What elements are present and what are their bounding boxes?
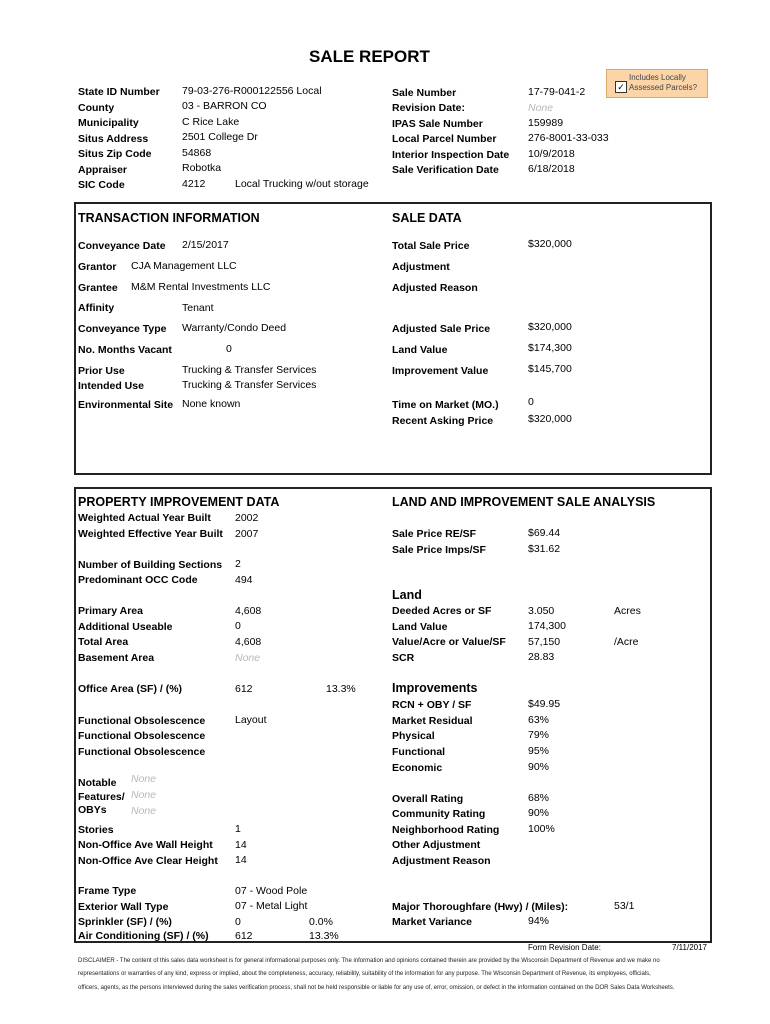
analysis-land-value-label: Land Value: [392, 621, 448, 633]
weighted-actual-value: 2002: [235, 512, 259, 524]
checkbox-label: Includes Locally Assessed Parcels?: [629, 73, 698, 92]
market-variance-value: 94%: [528, 915, 550, 927]
major-thoroughfare-value: 53/1: [614, 900, 635, 912]
page-title: SALE REPORT: [309, 47, 430, 66]
deeded-acres-unit: Acres: [614, 605, 641, 617]
neighborhood-rating-value: 100%: [528, 823, 555, 835]
office-area-pct: 13.3%: [326, 683, 356, 695]
land-value-value: $174,300: [528, 342, 572, 354]
conveyance-date-label: Conveyance Date: [78, 240, 166, 252]
other-adjustment-label: Other Adjustment: [392, 839, 481, 851]
adjustment-reason-label: Adjustment Reason: [392, 855, 491, 867]
features-label: Features/: [78, 791, 125, 803]
functional-obsolescence-1-label: Functional Obsolescence: [78, 715, 206, 727]
weighted-effective-label: Weighted Effective Year Built: [78, 528, 223, 540]
clear-height-value: 14: [235, 854, 247, 866]
sprinkler-pct: 0.0%: [309, 916, 333, 928]
physical-label: Physical: [392, 730, 435, 742]
improvement-value-label: Improvement Value: [392, 365, 489, 377]
interior-inspection-value: 10/9/2018: [528, 148, 575, 160]
situs-address-label: Situs Address: [78, 133, 149, 145]
interior-inspection-label: Interior Inspection Date: [392, 149, 510, 161]
stories-label: Stories: [78, 824, 114, 836]
adjusted-reason-label: Adjusted Reason: [392, 282, 478, 294]
sprinkler-sf: 0: [235, 916, 241, 928]
functional-label: Functional: [392, 746, 446, 758]
occ-code-value: 494: [235, 574, 253, 586]
market-residual-label: Market Residual: [392, 715, 473, 727]
frame-type-value: 07 - Wood Pole: [235, 885, 308, 897]
adjusted-sale-price-label: Adjusted Sale Price: [392, 323, 491, 335]
analysis-heading: LAND AND IMPROVEMENT SALE ANALYSIS: [392, 495, 656, 509]
notable-label: Notable: [78, 777, 117, 789]
checkbox-check-icon[interactable]: ✓: [615, 81, 627, 93]
form-revision-label: Form Revision Date:: [528, 943, 601, 952]
adjusted-sale-price-value: $320,000: [528, 321, 572, 333]
sale-data-heading: SALE DATA: [392, 211, 462, 225]
county-label: County: [78, 102, 115, 114]
affinity-label: Affinity: [78, 302, 115, 314]
additional-useable-value: 0: [235, 620, 241, 632]
primary-area-label: Primary Area: [78, 605, 143, 617]
scr-label: SCR: [392, 652, 415, 664]
state-id-value: 79-03-276-R000122556 Local: [182, 85, 322, 97]
functional-obsolescence-3-label: Functional Obsolescence: [78, 746, 206, 758]
sic-code-value: 4212: [182, 178, 206, 190]
community-rating-value: 90%: [528, 807, 550, 819]
months-vacant-value: 0: [226, 343, 232, 355]
form-revision-date: 7/11/2017: [672, 943, 707, 952]
analysis-land-value-value: 174,300: [528, 620, 566, 632]
functional-value: 95%: [528, 745, 550, 757]
rcn-value: $49.95: [528, 698, 561, 710]
ipas-sale-number-value: 159989: [528, 117, 564, 129]
functional-obsolescence-1-value: Layout: [235, 714, 267, 726]
weighted-actual-label: Weighted Actual Year Built: [78, 512, 211, 524]
intended-use-value: Trucking & Transfer Services: [182, 379, 317, 391]
basement-area-label: Basement Area: [78, 652, 155, 664]
time-on-market-value: 0: [528, 396, 534, 408]
total-area-value: 4,608: [235, 636, 262, 648]
num-sections-label: Number of Building Sections: [78, 559, 223, 571]
sale-verification-label: Sale Verification Date: [392, 164, 499, 176]
land-subheading: Land: [392, 588, 422, 602]
sale-price-re-sf-label: Sale Price RE/SF: [392, 528, 477, 540]
physical-value: 79%: [528, 729, 550, 741]
adjustment-label: Adjustment: [392, 261, 450, 273]
community-rating-label: Community Rating: [392, 808, 486, 820]
grantee-label: Grantee: [78, 282, 118, 294]
rcn-label: RCN + OBY / SF: [392, 699, 472, 711]
sale-verification-value: 6/18/2018: [528, 163, 575, 175]
sprinkler-label: Sprinkler (SF) / (%): [78, 916, 172, 928]
environmental-site-value: None known: [182, 398, 241, 410]
frame-type-label: Frame Type: [78, 885, 137, 897]
air-conditioning-label: Air Conditioning (SF) / (%): [78, 930, 209, 942]
prior-use-label: Prior Use: [78, 365, 125, 377]
value-per-acre-value: 57,150: [528, 636, 561, 648]
grantor-label: Grantor: [78, 261, 117, 273]
functional-obsolescence-2-label: Functional Obsolescence: [78, 730, 206, 742]
market-residual-value: 63%: [528, 714, 550, 726]
situs-zip-value: 54868: [182, 147, 212, 159]
obys-value: None: [131, 805, 157, 817]
economic-label: Economic: [392, 762, 443, 774]
county-value: 03 - BARRON CO: [182, 100, 267, 112]
neighborhood-rating-label: Neighborhood Rating: [392, 824, 500, 836]
local-parcel-value: 276-8001-33-033: [528, 132, 609, 144]
sale-number-value: 17-79-041-2: [528, 86, 586, 98]
locally-assessed-checkbox[interactable]: [606, 69, 708, 98]
intended-use-label: Intended Use: [78, 380, 144, 392]
local-parcel-label: Local Parcel Number: [392, 133, 497, 145]
wall-height-label: Non-Office Ave Wall Height: [78, 839, 213, 851]
economic-value: 90%: [528, 761, 550, 773]
obys-label: OBYs: [78, 804, 107, 816]
recent-asking-label: Recent Asking Price: [392, 415, 494, 427]
stories-value: 1: [235, 823, 241, 835]
grantee-value: M&M Rental Investments LLC: [131, 281, 271, 293]
property-heading: PROPERTY IMPROVEMENT DATA: [78, 495, 280, 509]
improvement-value-value: $145,700: [528, 363, 572, 375]
num-sections-value: 2: [235, 558, 241, 570]
exterior-wall-value: 07 - Metal Light: [235, 900, 308, 912]
value-per-acre-unit: /Acre: [614, 636, 639, 648]
weighted-effective-value: 2007: [235, 528, 259, 540]
sic-code-label: SIC Code: [78, 179, 125, 191]
air-conditioning-sf: 612: [235, 930, 253, 942]
major-thoroughfare-label: Major Thoroughfare (Hwy) / (Miles):: [392, 901, 569, 913]
total-sale-price-label: Total Sale Price: [392, 240, 470, 252]
time-on-market-label: Time on Market (MO.): [392, 399, 499, 411]
occ-code-label: Predominant OCC Code: [78, 574, 198, 586]
total-area-label: Total Area: [78, 636, 129, 648]
situs-address-value: 2501 College Dr: [182, 131, 258, 143]
sale-price-re-sf-value: $69.44: [528, 527, 561, 539]
primary-area-value: 4,608: [235, 605, 262, 617]
sale-price-imps-sf-label: Sale Price Imps/SF: [392, 544, 486, 556]
market-variance-label: Market Variance: [392, 916, 472, 928]
overall-rating-value: 68%: [528, 792, 550, 804]
conveyance-date-value: 2/15/2017: [182, 239, 229, 251]
office-area-sf: 612: [235, 683, 253, 695]
scr-value: 28.83: [528, 651, 555, 663]
conveyance-type-label: Conveyance Type: [78, 323, 167, 335]
affinity-value: Tenant: [182, 302, 214, 314]
additional-useable-label: Additional Useable: [78, 621, 173, 633]
improvements-subheading: Improvements: [392, 681, 478, 695]
situs-zip-label: Situs Zip Code: [78, 148, 152, 160]
transaction-heading: TRANSACTION INFORMATION: [78, 211, 260, 225]
basement-area-value: None: [235, 652, 261, 664]
deeded-acres-label: Deeded Acres or SF: [392, 605, 492, 617]
recent-asking-value: $320,000: [528, 413, 572, 425]
revision-date-value: None: [528, 102, 554, 114]
conveyance-type-value: Warranty/Condo Deed: [182, 322, 287, 334]
municipality-label: Municipality: [78, 117, 139, 129]
exterior-wall-label: Exterior Wall Type: [78, 901, 169, 913]
grantor-value: CJA Management LLC: [131, 260, 237, 272]
total-sale-price-value: $320,000: [528, 238, 572, 250]
disclaimer-line-3: officers, agents, as the persons interviewed during the sales verification process, shall not be held responsible or liable for any use of, error, omission, or defect in the information contained on the DOR Sales Data Worksheets.: [78, 985, 675, 991]
air-conditioning-pct: 13.3%: [309, 930, 339, 942]
disclaimer-line-2: representations or warranties of any kind, express or implied, about the completeness, accuracy, reliability, suitability of the information for any purpose. The Wisconsin Department of Revenue, its employees, officials,: [78, 971, 651, 977]
revision-date-label: Revision Date:: [392, 102, 465, 114]
state-id-label: State ID Number: [78, 86, 160, 98]
prior-use-value: Trucking & Transfer Services: [182, 364, 317, 376]
office-area-label: Office Area (SF) / (%): [78, 683, 183, 695]
clear-height-label: Non-Office Ave Clear Height: [78, 855, 218, 867]
features-value: None: [131, 789, 157, 801]
sale-number-label: Sale Number: [392, 87, 457, 99]
wall-height-value: 14: [235, 839, 247, 851]
overall-rating-label: Overall Rating: [392, 793, 464, 805]
deeded-acres-value: 3.050: [528, 605, 555, 617]
environmental-site-label: Environmental Site: [78, 399, 174, 411]
municipality-value: C Rice Lake: [182, 116, 240, 128]
ipas-sale-number-label: IPAS Sale Number: [392, 118, 483, 130]
months-vacant-label: No. Months Vacant: [78, 344, 172, 356]
value-per-acre-label: Value/Acre or Value/SF: [392, 636, 506, 648]
notable-value: None: [131, 773, 157, 785]
disclaimer-line-1: DISCLAIMER - The content of this sales data worksheet is for general informational purposes only. The information and opinions contained therein are provided by the Wisconsin Department of Revenue and we make no: [78, 958, 660, 964]
appraiser-label: Appraiser: [78, 164, 128, 176]
sale-price-imps-sf-value: $31.62: [528, 543, 561, 555]
appraiser-value: Robotka: [182, 162, 222, 174]
sic-code-description: Local Trucking w/out storage: [235, 178, 369, 190]
land-value-label: Land Value: [392, 344, 448, 356]
